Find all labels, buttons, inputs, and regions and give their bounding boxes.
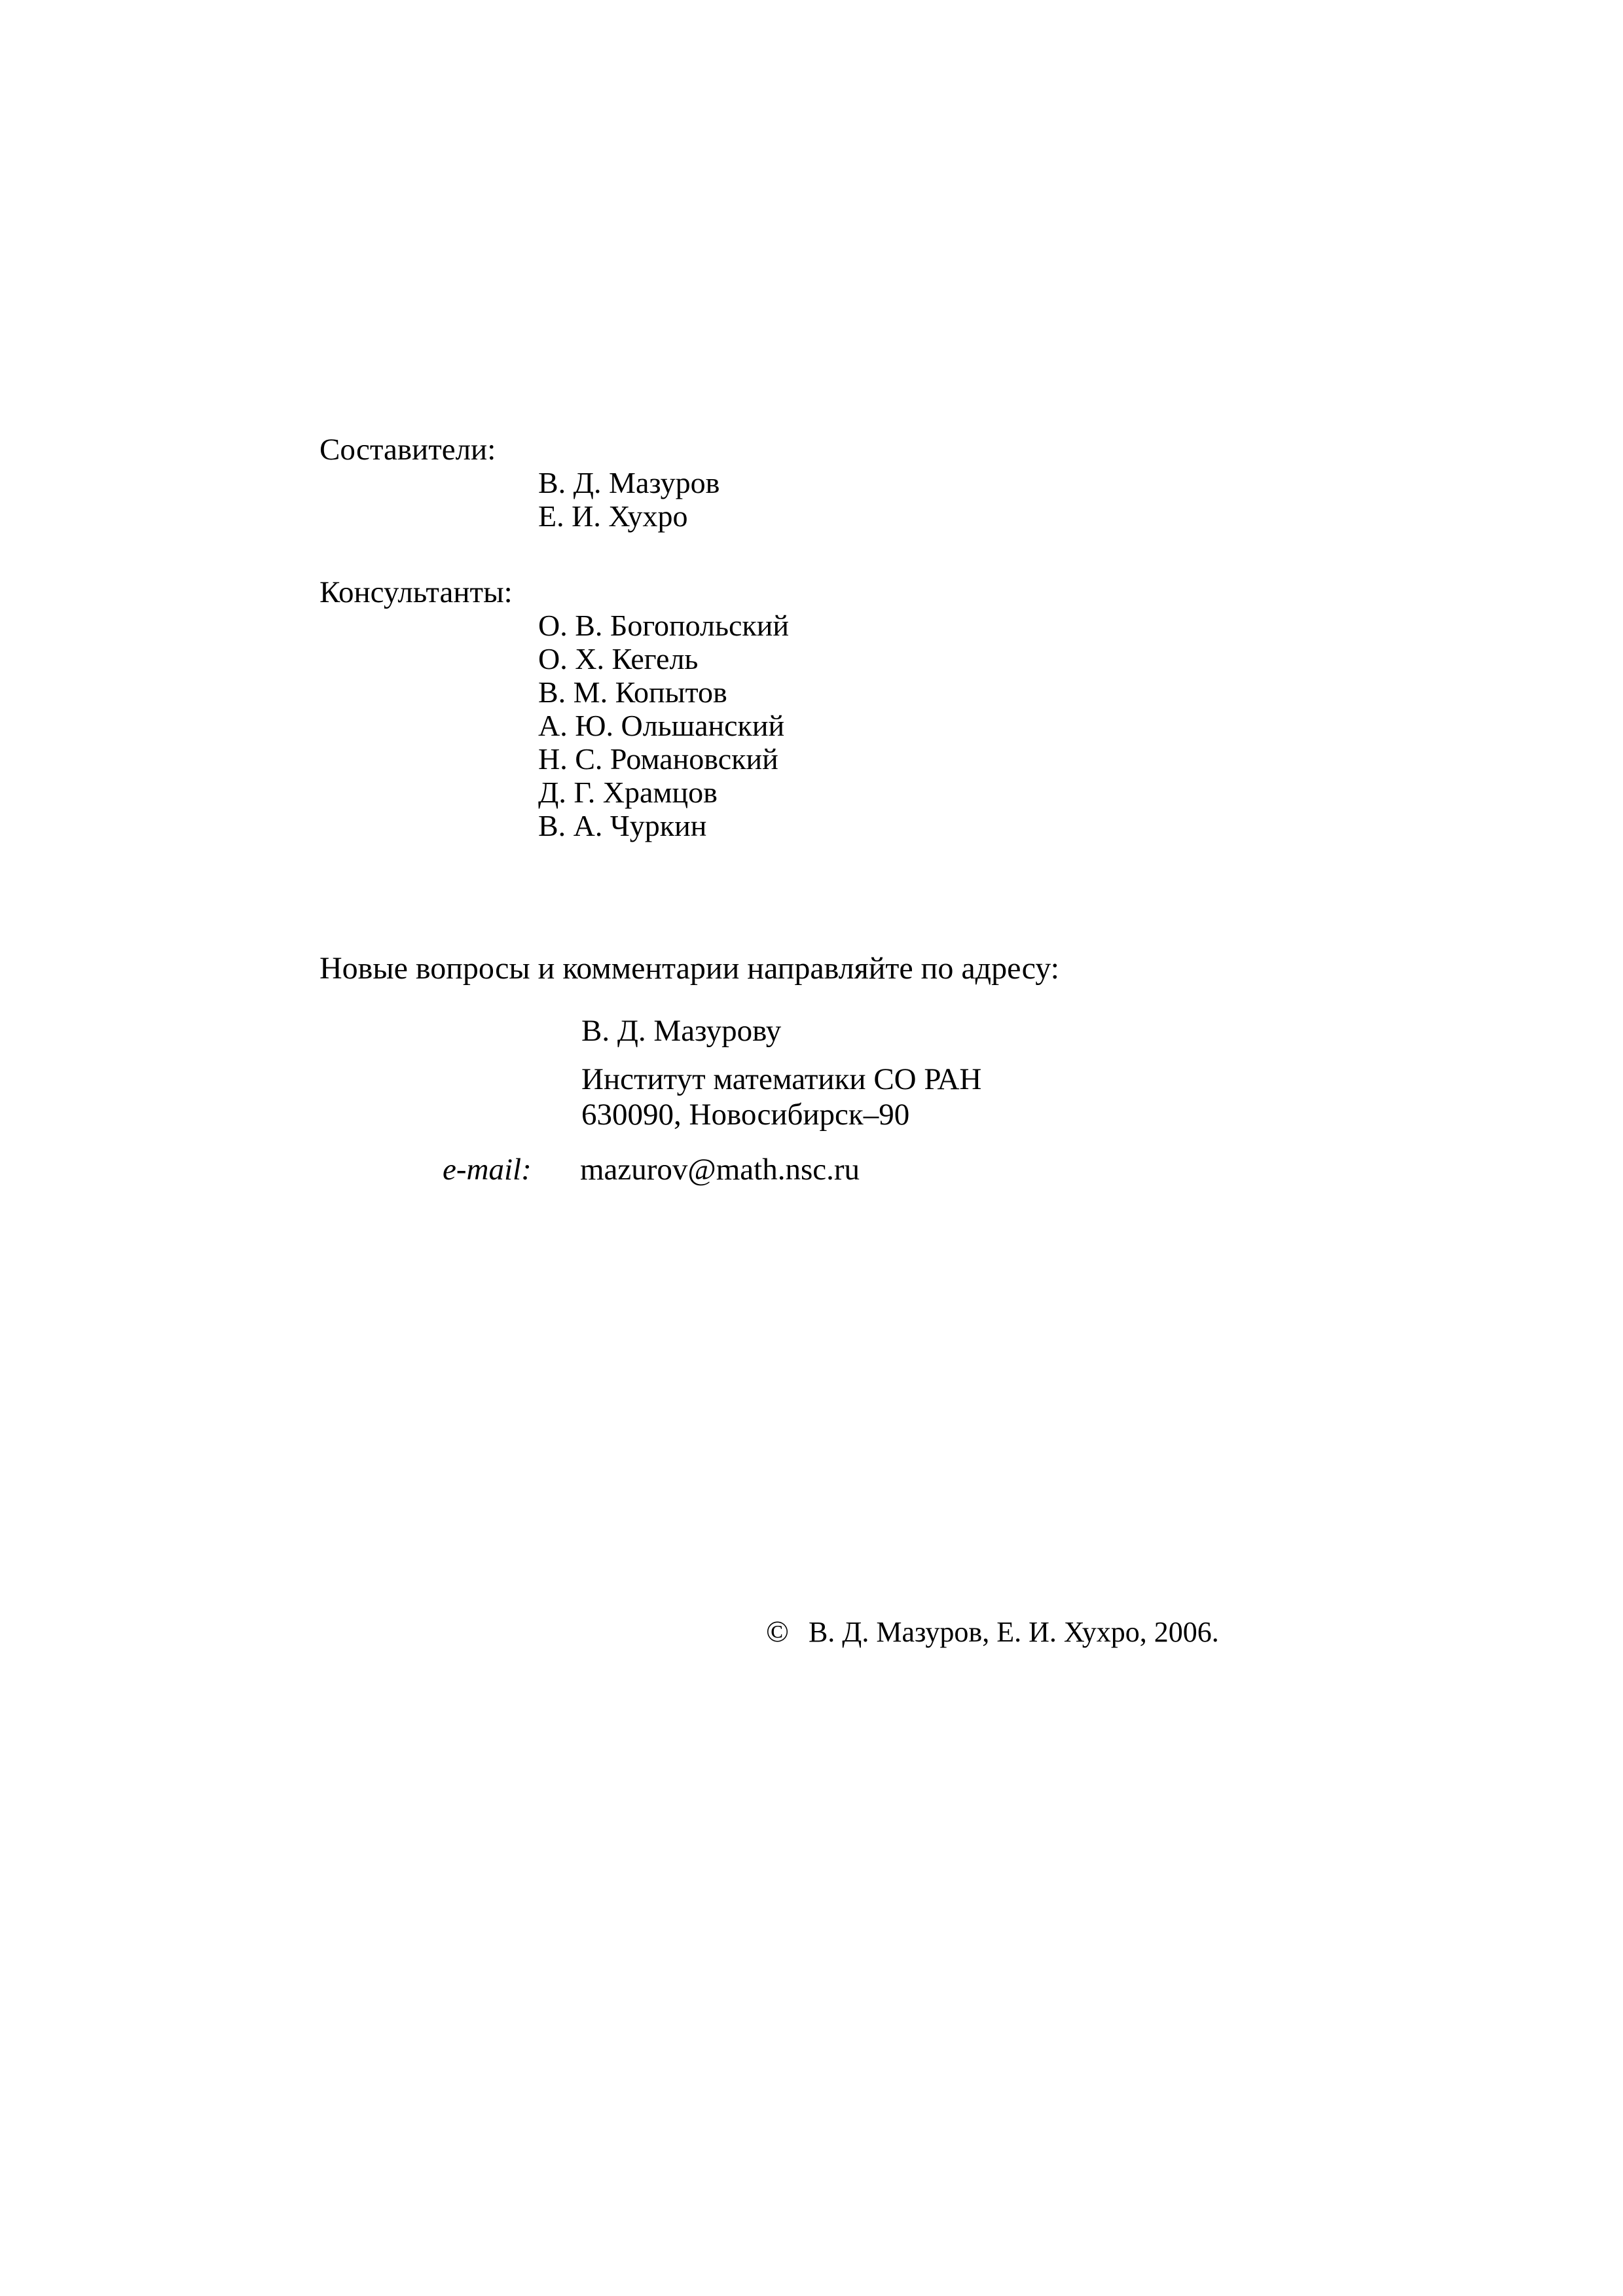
compilers-name-list — [538, 466, 720, 533]
compiler-name: Е. И. Хухро — [538, 499, 688, 533]
correspondence-addressee: В. Д. Мазурову — [581, 1014, 782, 1048]
correspondence-city: 630090, Новосибирск–90 — [581, 1098, 910, 1132]
consultant-name: О. В. Богопольский — [538, 609, 789, 642]
email-address: mazurov@math.nsc.ru — [580, 1153, 860, 1187]
consultant-name: В. А. Чуркин — [538, 809, 707, 842]
consultants-name-list — [538, 609, 789, 842]
email-label: e-mail: — [443, 1153, 532, 1187]
correspondence-institution: Институт математики СО РАН — [581, 1062, 982, 1096]
consultant-name: О. Х. Кегель — [538, 642, 699, 675]
copyright-text: В. Д. Мазуров, Е. И. Хухро, 2006. — [808, 1616, 1219, 1648]
copyright-line — [766, 1614, 1219, 1649]
correspondence-heading: Новые вопросы и комментарии направляйте по адресу: — [319, 951, 1059, 986]
consultants-label: Консультанты: — [319, 575, 513, 609]
consultant-name: А. Ю. Ольшанский — [538, 709, 785, 742]
compilers-label: Составители: — [319, 433, 496, 467]
consultant-name: Н. С. Романовский — [538, 742, 778, 776]
compiler-name: В. Д. Мазуров — [538, 466, 720, 499]
consultant-name: Д. Г. Храмцов — [538, 776, 718, 809]
consultant-name: В. М. Копытов — [538, 675, 727, 709]
copyright-icon: © — [766, 1615, 789, 1648]
